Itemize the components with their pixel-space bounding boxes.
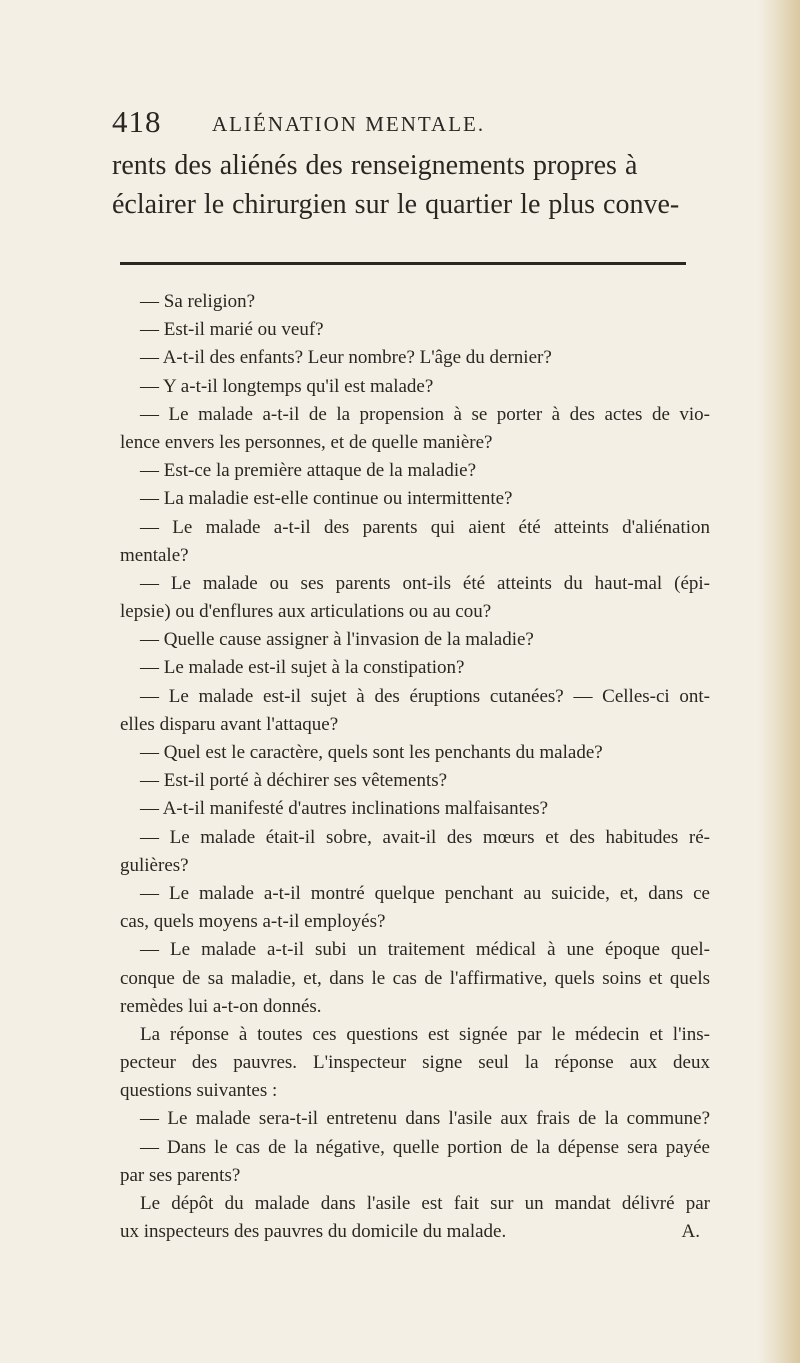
text-line: — Est-ce la première attaque de la maladie? [140, 460, 477, 482]
text-line: — Le malade a-t-il de la propension à se porter à des actes de vio- [140, 403, 710, 425]
text-line: — Quel est le caractère, quels sont les penchants du malade? [140, 742, 603, 763]
intro-line: éclairer le chirurgien sur le quartier le plus conve- [112, 189, 680, 220]
text-line: elles disparu avant l'attaque? [120, 713, 339, 735]
text-line: — Y a-t-il longtemps qu'il est malade? [140, 375, 434, 397]
text-line: mentale? [120, 544, 189, 566]
signature-mark: A. [681, 1221, 700, 1243]
text-line: — Est-il porté à déchirer ses vêtements? [140, 770, 448, 792]
text-line: — La maladie est-elle continue ou intermittente? [140, 488, 513, 510]
text-line: La réponse à toutes ces questions est signée par le médecin et l'ins- [140, 1023, 710, 1045]
text-line: — Sa religion? [140, 291, 256, 312]
text-line: ux inspecteurs des pauvres du domicile du malade. [120, 1221, 507, 1243]
text-line: gulières? [120, 854, 189, 876]
text-line: conque de sa maladie, et, dans le cas de l'affirmative, quels soins et quels [120, 967, 710, 989]
text-line: — Le malade ou ses parents ont-ils été atteints du haut-mal (épi- [140, 572, 710, 594]
text-line: cas, quels moyens a-t-il employés? [120, 911, 386, 933]
question-list [120, 288, 710, 1246]
text-line: — Quelle cause assigner à l'invasion de la maladie? [140, 629, 534, 651]
text-line: questions suivantes : [120, 1080, 278, 1102]
text-line: — Le malade a-t-il subi un traitement médical à une époque quel- [140, 939, 710, 961]
text-line: — A-t-il manifesté d'autres inclinations malfaisantes? [140, 798, 549, 820]
text-line: — Le malade était-il sobre, avait-il des mœurs et des habitudes ré- [140, 826, 710, 848]
text-line: — Dans le cas de la négative, quelle portion de la dépense sera payée [140, 1136, 710, 1158]
page-header [112, 104, 692, 144]
page-edge-shadow [758, 0, 800, 1363]
intro-paragraph [112, 146, 712, 224]
text-line: — Le malade sera-t-il entretenu dans l'asile aux frais de la commune? [140, 1108, 710, 1130]
text-line-with-signature [120, 1218, 710, 1246]
text-line: — Le malade a-t-il montré quelque penchant au suicide, et, dans ce [140, 882, 710, 904]
text-line: — Le malade est-il sujet à la constipation? [140, 657, 465, 679]
text-line: — A-t-il des enfants? Leur nombre? L'âge du dernier? [140, 347, 552, 369]
text-line: remèdes lui a-t-on donnés. [120, 995, 322, 1017]
page-number: 418 [112, 104, 162, 139]
text-line: par ses parents? [120, 1164, 241, 1186]
text-line: — Est-il marié ou veuf? [140, 319, 324, 341]
intro-line: rents des aliénés des renseignements propres à [112, 150, 638, 181]
text-line: — Le malade est-il sujet à des éruptions cutanées? — Celles-ci ont- [140, 685, 710, 707]
text-line: — Le malade a-t-il des parents qui aient été atteints d'aliénation [140, 516, 710, 538]
text-line: lepsie) ou d'enflures aux articulations ou au cou? [120, 601, 492, 623]
section-rule [120, 262, 686, 265]
running-title: ALIÉNATION MENTALE. [212, 112, 486, 136]
text-line: Le dépôt du malade dans l'asile est fait sur un mandat délivré par [140, 1193, 710, 1214]
text-line: pecteur des pauvres. L'inspecteur signe seul la réponse aux deux [120, 1052, 710, 1074]
text-line: lence envers les personnes, et de quelle manière? [120, 431, 493, 453]
